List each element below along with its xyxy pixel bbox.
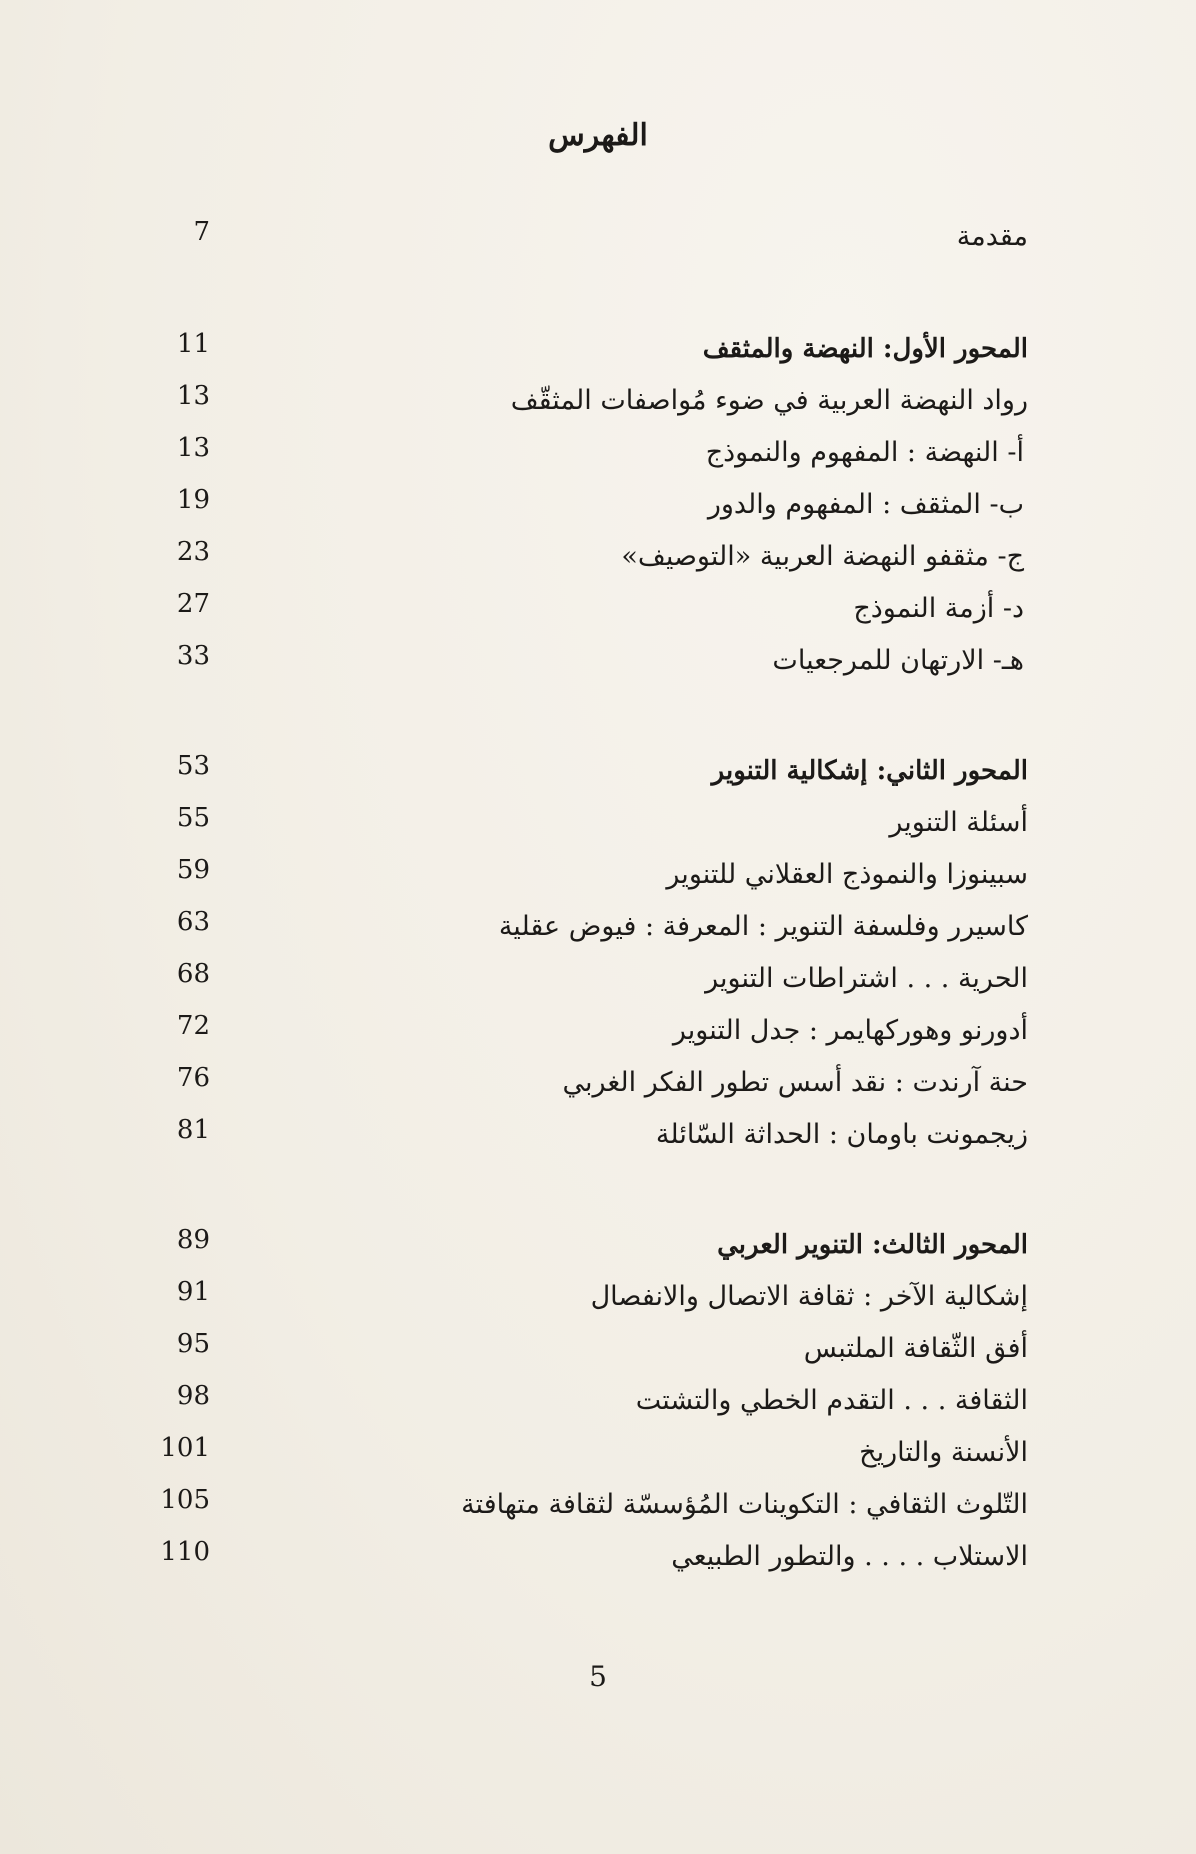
toc-page-number: 13	[176, 381, 210, 411]
toc-entry-text: هـ- الارتهان للمرجعيات	[772, 645, 1024, 676]
toc-entry-text: الحرية . . . اشتراطات التنوير	[705, 963, 1028, 994]
toc-row	[0, 798, 1196, 848]
toc-row-intro	[0, 212, 1196, 262]
toc-entry-text: ب- المثقف : المفهوم والدور	[707, 489, 1024, 520]
toc-row	[0, 902, 1196, 952]
toc-page-number: 101	[160, 1433, 210, 1463]
toc-heading-part-3	[0, 1220, 1196, 1270]
toc-row	[0, 428, 1196, 478]
toc-page-number: 27	[176, 589, 210, 619]
toc-entry-text: أدورنو وهوركهايمر : جدل التنوير	[672, 1015, 1028, 1046]
toc-page-number: 105	[160, 1485, 210, 1515]
toc-entry-text: الاستلاب . . . . والتطور الطبيعي	[671, 1541, 1028, 1572]
toc-entry-text: أفق الثّقافة الملتبس	[803, 1333, 1028, 1364]
toc-page-number: 19	[176, 485, 210, 515]
toc-row	[0, 1532, 1196, 1582]
toc-heading-part-2	[0, 746, 1196, 796]
toc-heading-text: المحور الثالث: التنوير العربي	[717, 1230, 1028, 1260]
toc-page-number: 59	[176, 855, 210, 885]
toc-page-number: 68	[176, 959, 210, 989]
toc-page-number: 81	[176, 1115, 210, 1145]
toc-page-number: 33	[176, 641, 210, 671]
toc-entry-text: التّلوث الثقافي : التكوينات المُؤسسّة لثقافة متهافتة	[461, 1489, 1028, 1520]
toc-page-number: 55	[176, 803, 210, 833]
toc-entry-text: زيجمونت باومان : الحداثة السّائلة	[655, 1119, 1028, 1150]
toc-entry-text: رواد النهضة العربية في ضوء مُواصفات المثقّف	[510, 385, 1028, 416]
toc-entry-text: الثقافة . . . التقدم الخطي والتشتت	[635, 1385, 1028, 1416]
toc-entry-text: ج- مثقفو النهضة العربية «التوصيف»	[621, 541, 1024, 572]
toc-row	[0, 954, 1196, 1004]
toc-row	[0, 532, 1196, 582]
toc-page-number: 98	[176, 1381, 210, 1411]
toc-row	[0, 1428, 1196, 1478]
page-title: الفهرس	[548, 118, 648, 153]
toc-entry-text: حنة آرندت : نقد أسس تطور الفكر الغربي	[562, 1067, 1028, 1098]
toc-entry-text: مقدمة	[956, 221, 1028, 252]
toc-page-number: 91	[176, 1277, 210, 1307]
toc-page-number: 23	[176, 537, 210, 567]
toc-row	[0, 1006, 1196, 1056]
toc-heading-part-1	[0, 324, 1196, 374]
toc-page-number: 53	[176, 751, 210, 781]
toc-row	[0, 1272, 1196, 1322]
toc-page-number: 76	[176, 1063, 210, 1093]
toc-entry-text: إشكالية الآخر : ثقافة الاتصال والانفصال	[590, 1281, 1028, 1312]
toc-page-number: 63	[176, 907, 210, 937]
toc-page-number: 11	[176, 329, 210, 359]
toc-page-number: 95	[176, 1329, 210, 1359]
toc-row	[0, 584, 1196, 634]
toc-row	[0, 376, 1196, 426]
toc-entry-text: الأنسنة والتاريخ	[859, 1437, 1028, 1468]
toc-row	[0, 1376, 1196, 1426]
toc-heading-text: المحور الأول: النهضة والمثقف	[702, 334, 1028, 364]
toc-page-number: 110	[160, 1537, 210, 1567]
toc-entry-text: د- أزمة النموذج	[853, 593, 1024, 624]
toc-entry-text: أ- النهضة : المفهوم والنموذج	[705, 437, 1024, 468]
toc-row	[0, 1058, 1196, 1108]
toc-page-number: 89	[176, 1225, 210, 1255]
page-footer-number: 5	[589, 1660, 607, 1693]
toc-page-number: 72	[176, 1011, 210, 1041]
toc-row	[0, 480, 1196, 530]
toc-heading-text: المحور الثاني: إشكالية التنوير	[711, 756, 1028, 786]
toc-page-number: 13	[176, 433, 210, 463]
toc-entry-text: كاسيرر وفلسفة التنوير : المعرفة : فيوض عقلية	[498, 911, 1028, 942]
toc-entry-text: أسئلة التنوير	[889, 807, 1028, 838]
toc-row	[0, 850, 1196, 900]
toc-row	[0, 1110, 1196, 1160]
toc-entry-text: سبينوزا والنموذج العقلاني للتنوير	[666, 859, 1028, 890]
toc-row	[0, 1480, 1196, 1530]
toc-row	[0, 636, 1196, 686]
toc-row	[0, 1324, 1196, 1374]
toc-page-number: 7	[193, 217, 210, 247]
